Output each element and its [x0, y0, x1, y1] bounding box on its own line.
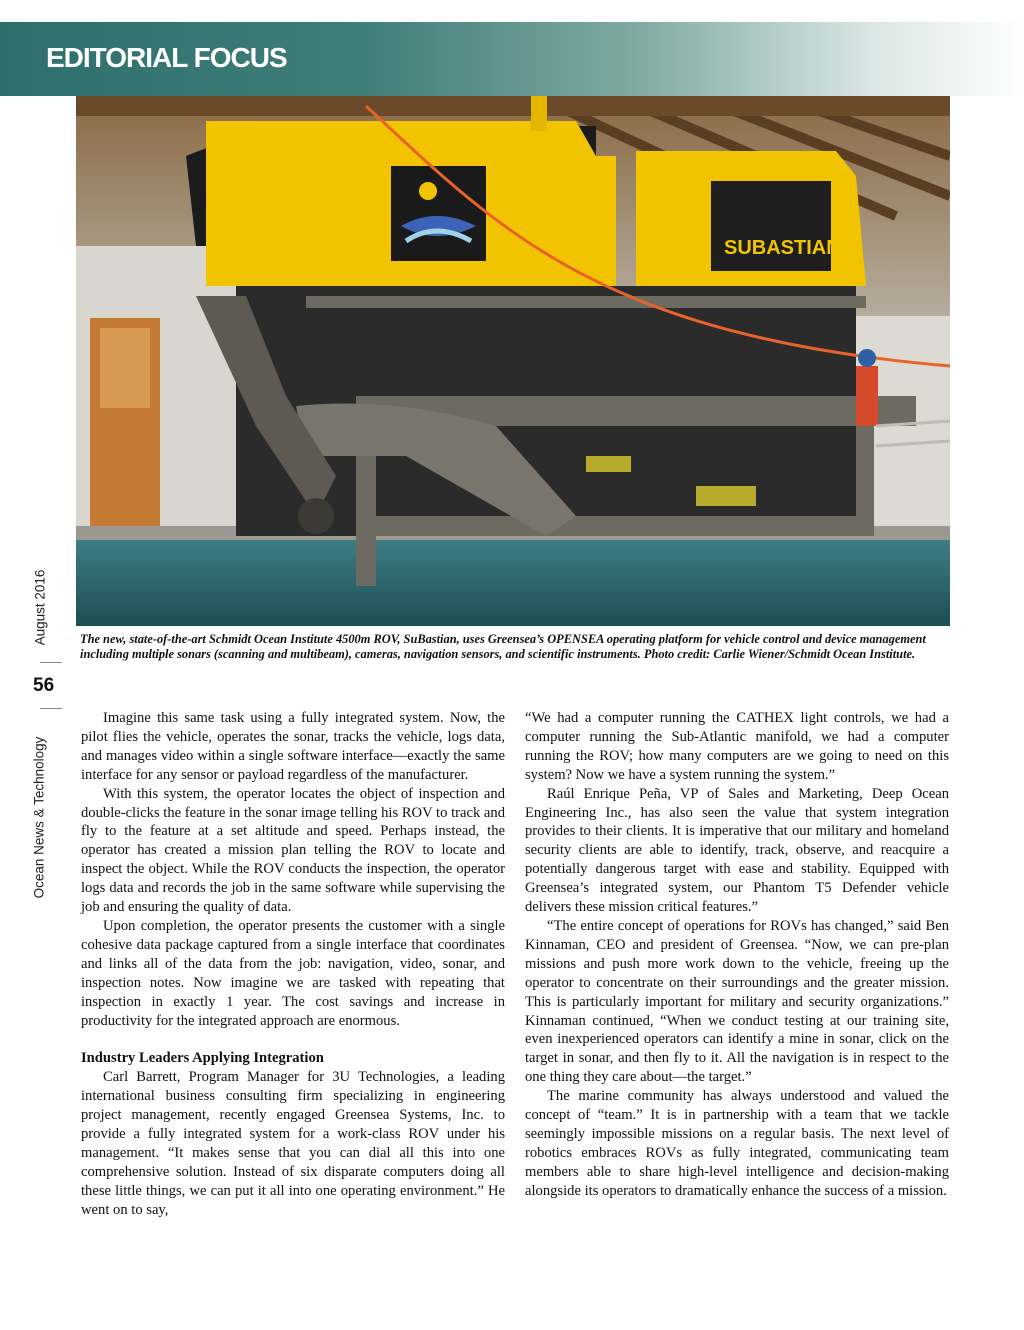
article-left-column: [81, 709, 505, 1220]
paragraph: With this system, the operator locates the object of inspection and double-clicks the feature in the sonar image telling his ROV to track and fly to the feature at a set altitude and speed. Perhaps instead, the operator has created a mission plan telling the ROV to locate and inspect the object. While the ROV conducts the inspection, the operator logs data and records the job in the same software while supervising the job and ensuring the quality of data.: [81, 785, 505, 916]
photo-caption: The new, state-of-the-art Schmidt Ocean Institute 4500m ROV, SuBastian, uses Greensea’s OPENSEA operating platform for vehicle control and device management including multiple sonars (scanning and multibeam), cameras, navigation sensors, and scientific instruments. Photo credit: Carlie Wiener/Schmidt Ocean Institute.: [80, 632, 926, 661]
paragraph: The marine community has always understood and valued the concept of “team.” It is in partnership with a team that we tackle seemingly impossible missions on a regular basis. The next level of robotics embraces ROVs as fully integrated, communicating team members able to share high-level intelligence and decision-making alongside its operators to dramatically enhance the success of a mission.: [525, 1088, 949, 1199]
section-title: EDITORIAL FOCUS: [46, 42, 287, 73]
paragraph: Carl Barrett, Program Manager for 3U Technologies, a leading international business consulting firm specializing in engineering project management, recently engaged Greensea Systems, Inc. to provide a fully integrated system for a work-class ROV under his management. “It makes sense that you can dial all this into one comprehensive solution. Instead of six disparate computers doing all these little things, we can put it all into one operating environment.” He went on to say,: [81, 1069, 505, 1218]
section-subheading: Industry Leaders Applying Integration: [81, 1050, 324, 1067]
paragraph: Raúl Enrique Peña, VP of Sales and Marketing, Deep Ocean Engineering Inc., has also seen the value that system integration provides to their clients. It is imperative that our military and homeland security clients are able to identify, track, observe, and reacquire a potentially dangerous target with ease and stability. Equipped with Greensea’s integrated system, our Phantom T5 Defender vehicle delivers these mission critical features.”: [525, 785, 949, 916]
issue-date: August 2016: [32, 569, 48, 646]
paragraph: “The entire concept of operations for ROVs has changed,” said Ben Kinnaman, CEO and president of Greensea. “Now, we can pre-plan missions and push more work down to the vehicle, freeing up the operator to concentrate on their surroundings and the greater mission. This is particularly important for military and security organizations.” Kinnaman continued, “When we conduct testing at our training site, even inexperienced operators can identify a mine in sonar, click on the target in sonar, and then fly to it. All the navigation is in respect to the one thing they care about—the target.”: [525, 917, 949, 1086]
page-number: 56: [33, 675, 55, 696]
spacer: [81, 1030, 505, 1049]
sidebar-rule-top: [40, 662, 62, 663]
publication-name: Ocean News & Technology: [31, 736, 47, 899]
rov-photo: [76, 96, 950, 626]
section-banner: [0, 22, 1024, 96]
paragraph: Upon completion, the operator presents the customer with a single cohesive data package captured from a single interface that coordinates and links all of the data from the job: navigation, video, sonar, and inspection notes. Now imagine we are tasked with repeating that inspection in exactly 1 year. The cost savings and increase in productivity for the integrated approach are enormous.: [81, 917, 505, 1029]
paragraph: Imagine this same task using a fully integrated system. Now, the pilot flies the vehicle, operates the sonar, tracks the vehicle, logs data, and manages video within a single software interface—exactly the same interface for any sensor or payload regardless of the manufacturer.: [81, 710, 505, 783]
paragraph: “We had a computer running the CATHEX light controls, we had a computer running the Sub-Atlantic manifold, we had a computer running the ROV; how many computers are we going to need on this system? Now we have a system running the system.”: [525, 710, 949, 783]
subastian-label: SUBASTIAN: [724, 237, 841, 259]
article-right-column: [525, 709, 949, 1201]
